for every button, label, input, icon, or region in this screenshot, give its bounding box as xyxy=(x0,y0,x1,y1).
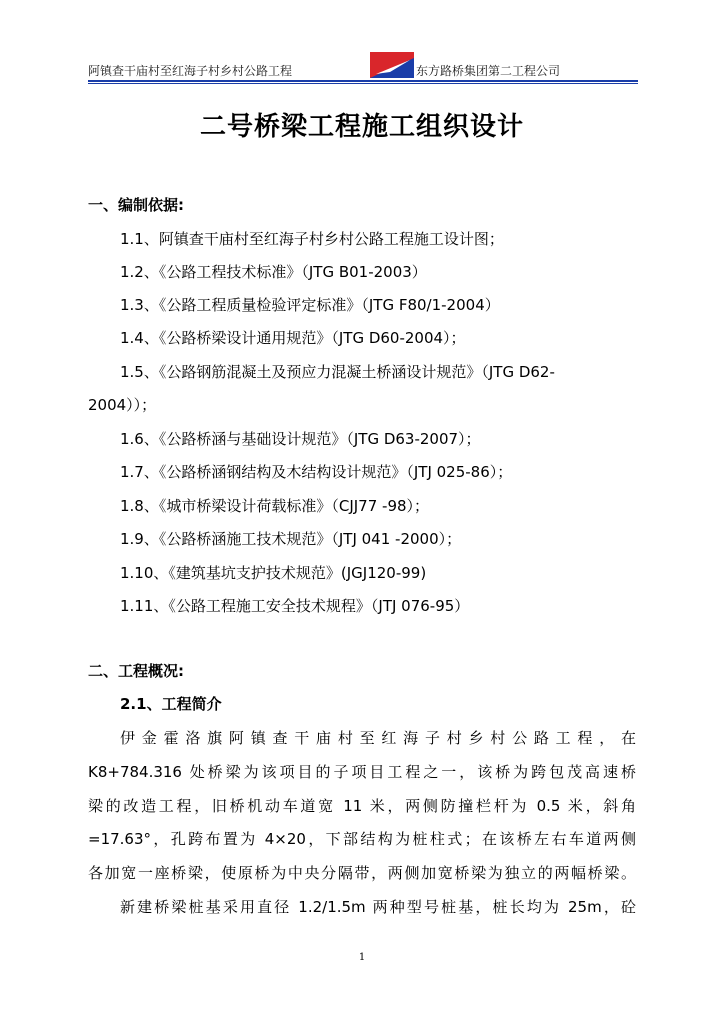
paragraph-line: 各加宽一座桥梁，使原桥为中央分隔带，两侧加宽桥梁为独立的两幅桥梁。 xyxy=(88,864,636,882)
reference-item: 1.1、阿镇查干庙村至红海子村乡村公路工程施工设计图； xyxy=(120,230,504,248)
reference-item: 1.3、《公路工程质量检验评定标准》（JTG F80/1-2004） xyxy=(120,296,500,314)
section-2-heading: 二、工程概况: xyxy=(88,662,184,680)
document-title: 二号桥梁工程施工组织设计 xyxy=(199,112,524,142)
page-header xyxy=(88,48,638,84)
reference-item: 1.11、《公路工程施工安全技术规程》（JTJ 076-95） xyxy=(120,597,470,615)
header-rule-thick xyxy=(88,80,638,82)
reference-item: 1.4、《公路桥梁设计通用规范》（JTG D60-2004）； xyxy=(120,329,466,347)
reference-item: 1.9、《公路桥涵施工技术规范》（JTJ 041 -2000）； xyxy=(120,530,462,548)
paragraph-line: K8+784.316 处桥梁为该项目的子项目工程之一，该桥为跨包茂高速桥 xyxy=(88,763,636,781)
header-company-name: 东方路桥集团第二工程公司 xyxy=(416,64,561,78)
reference-item: 1.5、《公路钢筋混凝土及预应力混凝土桥涵设计规范》（JTG D62- xyxy=(120,363,555,381)
reference-item: 1.10、《建筑基坑支护技术规范》(JGJ120-99) xyxy=(120,564,427,582)
section-1-heading: 一、编制依据: xyxy=(88,196,184,214)
reference-item: 1.8、《城市桥梁设计荷载标准》（CJJ77 -98）； xyxy=(120,497,430,515)
reference-item-continuation: 2004））； xyxy=(88,396,157,414)
paragraph-line: =17.63°，孔跨布置为 4×20，下部结构为桩柱式；在该桥左右车道两侧 xyxy=(88,830,636,848)
company-logo-icon xyxy=(370,52,414,78)
header-rule-thin xyxy=(88,83,638,84)
paragraph-line: 新建桥梁桩基采用直径 1.2/1.5m 两种型号桩基，桩长均为 25m，砼 xyxy=(120,898,636,916)
reference-item: 1.6、《公路桥涵与基础设计规范》（JTG D63-2007）； xyxy=(120,430,481,448)
subsection-heading: 2.1、工程简介 xyxy=(120,695,222,713)
reference-item: 1.7、《公路桥涵钢结构及木结构设计规范》（JTJ 025-86）； xyxy=(120,463,513,481)
header-project-name: 阿镇查干庙村至红海子村乡村公路工程 xyxy=(88,64,293,78)
page-number: 1 xyxy=(358,952,366,963)
reference-item: 1.2、《公路工程技术标准》（JTG B01-2003） xyxy=(120,263,427,281)
paragraph-line: 伊金霍洛旗阿镇查干庙村至红海子村乡村公路工程，在 xyxy=(120,729,636,747)
paragraph-line: 梁的改造工程，旧桥机动车道宽 11 米，两侧防撞栏杆为 0.5 米，斜角 xyxy=(88,797,636,815)
